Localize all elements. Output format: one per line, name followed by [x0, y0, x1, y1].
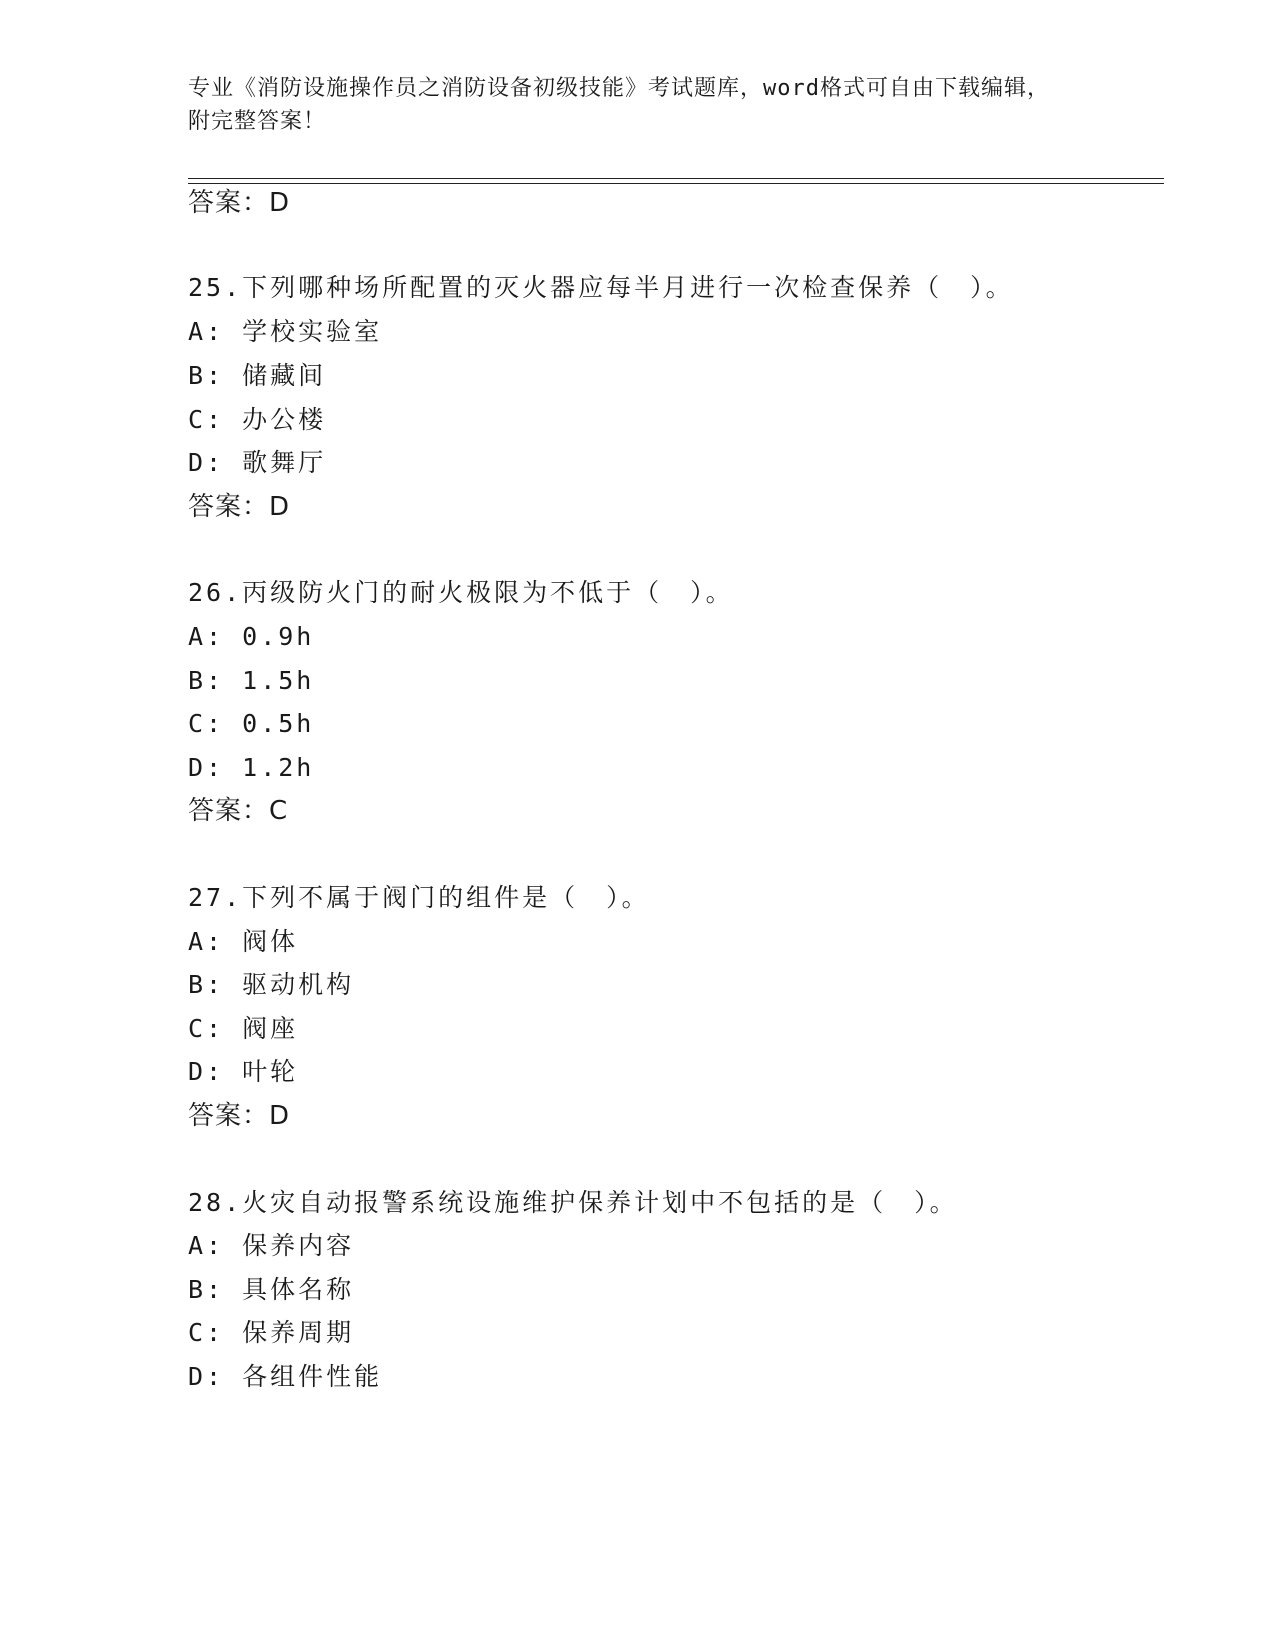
- answer-27: 答案：D: [188, 1101, 291, 1131]
- option-a: A: 学校实验室: [188, 317, 383, 346]
- option-a: A: 阀体: [188, 927, 299, 956]
- question-stem-27: 27.下列不属于阀门的组件是（ ）。: [188, 883, 650, 912]
- option-b: B: 驱动机构: [188, 970, 355, 999]
- previous-answer: 答案：D: [188, 188, 291, 218]
- option-d: D: 各组件性能: [188, 1362, 383, 1391]
- option-c: C: 办公楼: [188, 405, 327, 434]
- option-d: D: 叶轮: [188, 1057, 299, 1086]
- option-d: D: 1.2h: [188, 753, 315, 782]
- option-a: A: 0.9h: [188, 622, 315, 651]
- option-c: C: 阀座: [188, 1014, 299, 1043]
- question-stem-26: 26.丙级防火门的耐火极限为不低于（ ）。: [188, 578, 734, 607]
- header-divider-bottom: [188, 183, 1164, 184]
- answer-25: 答案：D: [188, 492, 291, 522]
- option-b: B: 储藏间: [188, 361, 327, 390]
- question-stem-25: 25.下列哪种场所配置的灭火器应每半月进行一次检查保养（ ）。: [188, 273, 1014, 302]
- question-stem-28: 28.火灾自动报警系统设施维护保养计划中不包括的是（ ）。: [188, 1188, 958, 1217]
- option-b: B: 1.5h: [188, 666, 315, 695]
- answer-26: 答案：C: [188, 796, 289, 826]
- option-d: D: 歌舞厅: [188, 448, 327, 477]
- header-divider-top: [188, 178, 1164, 179]
- option-c: C: 0.5h: [188, 709, 315, 738]
- option-a: A: 保养内容: [188, 1231, 355, 1260]
- option-b: B: 具体名称: [188, 1275, 355, 1304]
- option-c: C: 保养周期: [188, 1318, 355, 1347]
- document-intro: 专业《消防设施操作员之消防设备初级技能》考试题库，word格式可自由下载编辑，附完整答案！: [188, 76, 1050, 134]
